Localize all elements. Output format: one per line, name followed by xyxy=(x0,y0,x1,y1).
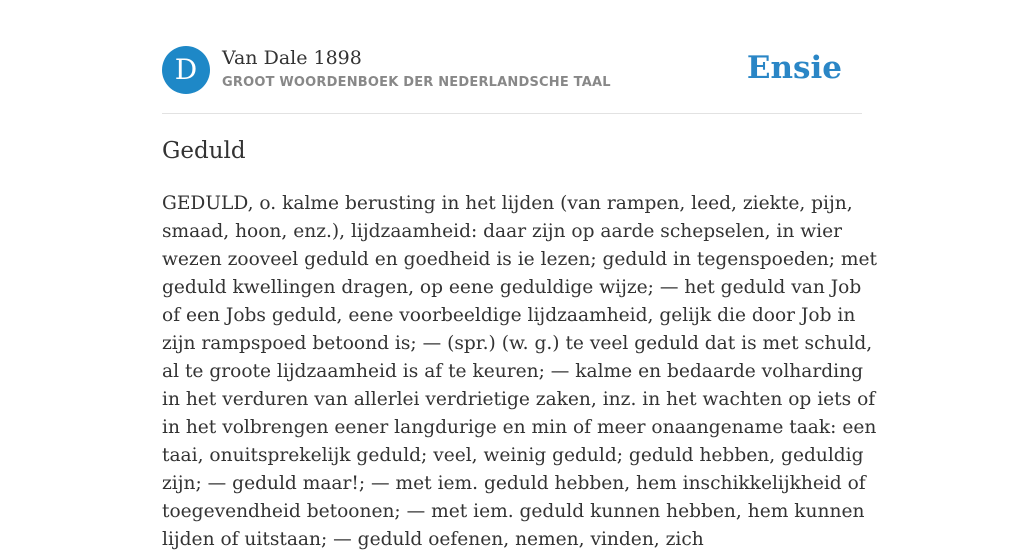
entry-title: Geduld xyxy=(162,138,246,164)
header-divider xyxy=(162,113,862,114)
source-title[interactable]: Van Dale 1898 xyxy=(222,47,362,69)
source-subtitle: GROOT WOORDENBOEK DER NEDERLANDSCHE TAAL xyxy=(222,75,611,90)
entry-definition: GEDULD, o. kalme berusting in het lijden (van rampen, leed, ziekte, pijn, smaad, hoon, enz.), lijdzaamheid: daar zijn op aarde schepselen, in wier wezen zooveel geduld en goedheid is ie lezen; geduld in tegenspoeden; met geduld kwellingen dragen, op eene geduldige wijze; — het geduld van Job of een Jobs geduld, eene voorbeeldige lijdzaamheid, gelijk die door Job in zijn rampspoed betoond is; — (spr.) (w. g.) te veel geduld dat is met schuld, al te groote lijdzaamheid is af te keuren; — kalme en bedaarde volharding in het verduren van allerlei verdrietige zaken, inz. in het wachten op iets of in het volbrengen eener langdurige en min of meer onaangename taak: een taai, onuitsprekelijk geduld; veel, weinig geduld; geduld hebben, geduldig zijn; — geduld maar!; — met iem. geduld hebben, hem inschikkelijkheid of toegevendheid betoonen; — met iem. geduld kunnen hebben, hem kunnen lijden of uitstaan; — geduld oefenen, nemen, vinden, zich xyxy=(162,193,878,550)
brand-logo[interactable]: Ensie xyxy=(746,50,842,86)
page-header xyxy=(162,46,862,96)
source-avatar[interactable]: D xyxy=(162,46,210,94)
